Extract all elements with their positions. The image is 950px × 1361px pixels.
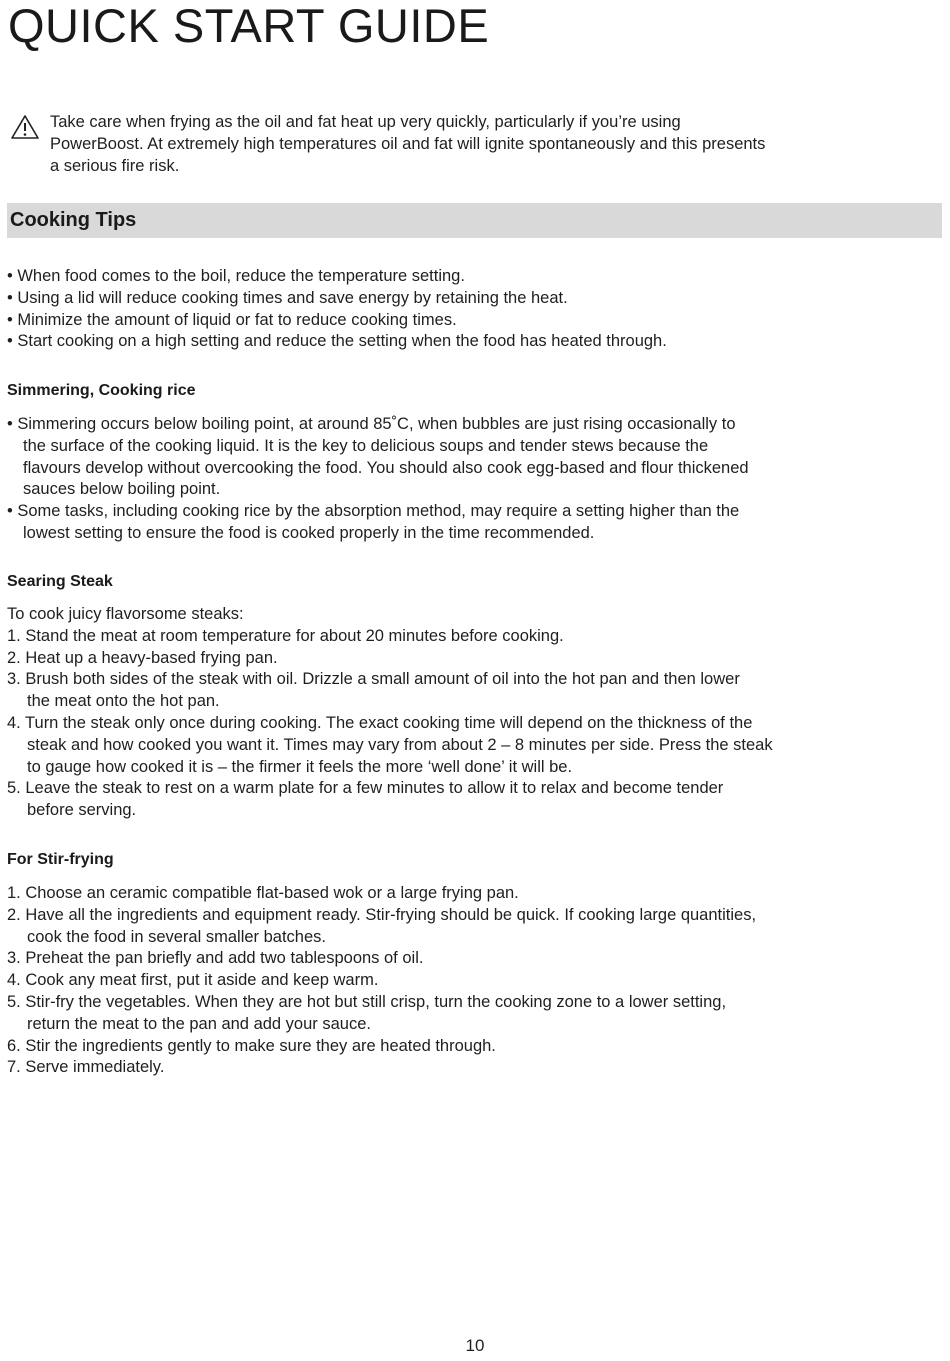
step-item: 2. Heat up a heavy-based frying pan. bbox=[7, 648, 278, 667]
tip-item: • Minimize the amount of liquid or fat to reduce cooking times. bbox=[7, 310, 457, 329]
cooking-tips-header bbox=[7, 203, 942, 238]
stir-frying-heading: For Stir-frying bbox=[7, 851, 114, 868]
simmering-text bbox=[7, 414, 945, 545]
text-line: flavours develop without overcooking the food. You should also cook egg-based and flour thickened bbox=[23, 458, 749, 477]
page-number: 10 bbox=[465, 1336, 485, 1355]
step-item-cont: to gauge how cooked it is – the firmer it feels the more ‘well done’ it will be. bbox=[27, 757, 573, 776]
warning-text bbox=[50, 111, 945, 177]
warning-notice bbox=[10, 111, 945, 177]
searing-steps bbox=[7, 604, 945, 822]
step-item: 6. Stir the ingredients gently to make sure they are heated through. bbox=[7, 1036, 496, 1055]
warning-line: Take care when frying as the oil and fat heat up very quickly, particularly if you’re using bbox=[50, 113, 681, 131]
simmering-heading: Simmering, Cooking rice bbox=[7, 382, 196, 399]
stir-frying-steps bbox=[7, 883, 945, 1079]
step-item: 2. Have all the ingredients and equipment ready. Stir-frying should be quick. If cooking large quantities, bbox=[7, 905, 757, 924]
text-line: sauces below boiling point. bbox=[23, 480, 221, 499]
step-item: 4. Cook any meat first, put it aside and keep warm. bbox=[7, 971, 379, 990]
step-item: 1. Stand the meat at room temperature for about 20 minutes before cooking. bbox=[7, 626, 564, 645]
tip-item: • Using a lid will reduce cooking times and save energy by retaining the heat. bbox=[7, 288, 568, 307]
warning-triangle-icon bbox=[10, 114, 40, 140]
step-item: 3. Preheat the pan briefly and add two tablespoons of oil. bbox=[7, 949, 424, 968]
section-title: Cooking Tips bbox=[10, 209, 137, 231]
step-item: 7. Serve immediately. bbox=[7, 1058, 165, 1077]
cooking-tips-list bbox=[7, 266, 945, 353]
step-item-cont: cook the food in several smaller batches. bbox=[27, 927, 326, 946]
step-item: 1. Choose an ceramic compatible flat-based wok or a large frying pan. bbox=[7, 884, 519, 902]
step-item: 5. Leave the steak to rest on a warm plate for a few minutes to allow it to relax and become tender bbox=[7, 779, 724, 798]
page-title: QUICK START GUIDE bbox=[8, 0, 490, 52]
text-line: • Some tasks, including cooking rice by the absorption method, may require a setting higher than the bbox=[7, 502, 740, 521]
warning-line: PowerBoost. At extremely high temperatures oil and fat will ignite spontaneously and this presents bbox=[50, 135, 766, 153]
tip-item: • When food comes to the boil, reduce the temperature setting. bbox=[7, 267, 465, 285]
step-item: 3. Brush both sides of the steak with oil. Drizzle a small amount of oil into the hot pan and then lower bbox=[7, 670, 740, 689]
warning-line: a serious fire risk. bbox=[50, 157, 180, 175]
text-line: • Simmering occurs below boiling point, at around 85˚C, when bubbles are just rising occasionally to bbox=[7, 415, 736, 433]
text-line: To cook juicy flavorsome steaks: bbox=[7, 605, 244, 623]
step-item-cont: before serving. bbox=[27, 801, 137, 820]
tip-item: • Start cooking on a high setting and reduce the setting when the food has heated through. bbox=[7, 332, 667, 351]
step-item-cont: steak and how cooked you want it. Times may vary from about 2 – 8 minutes per side. Press the steak bbox=[27, 735, 773, 754]
text-line: lowest setting to ensure the food is cooked properly in the time recommended. bbox=[23, 523, 595, 542]
step-item-cont: the meat onto the hot pan. bbox=[27, 692, 220, 711]
step-item-cont: return the meat to the pan and add your sauce. bbox=[27, 1014, 371, 1033]
text-line: the surface of the cooking liquid. It is the key to delicious soups and tender stews because the bbox=[23, 436, 709, 455]
searing-heading: Searing Steak bbox=[7, 573, 113, 590]
step-item: 5. Stir-fry the vegetables. When they are hot but still crisp, turn the cooking zone to a lower setting, bbox=[7, 992, 727, 1011]
step-item: 4. Turn the steak only once during cooking. The exact cooking time will depend on the thickness of the bbox=[7, 713, 753, 732]
